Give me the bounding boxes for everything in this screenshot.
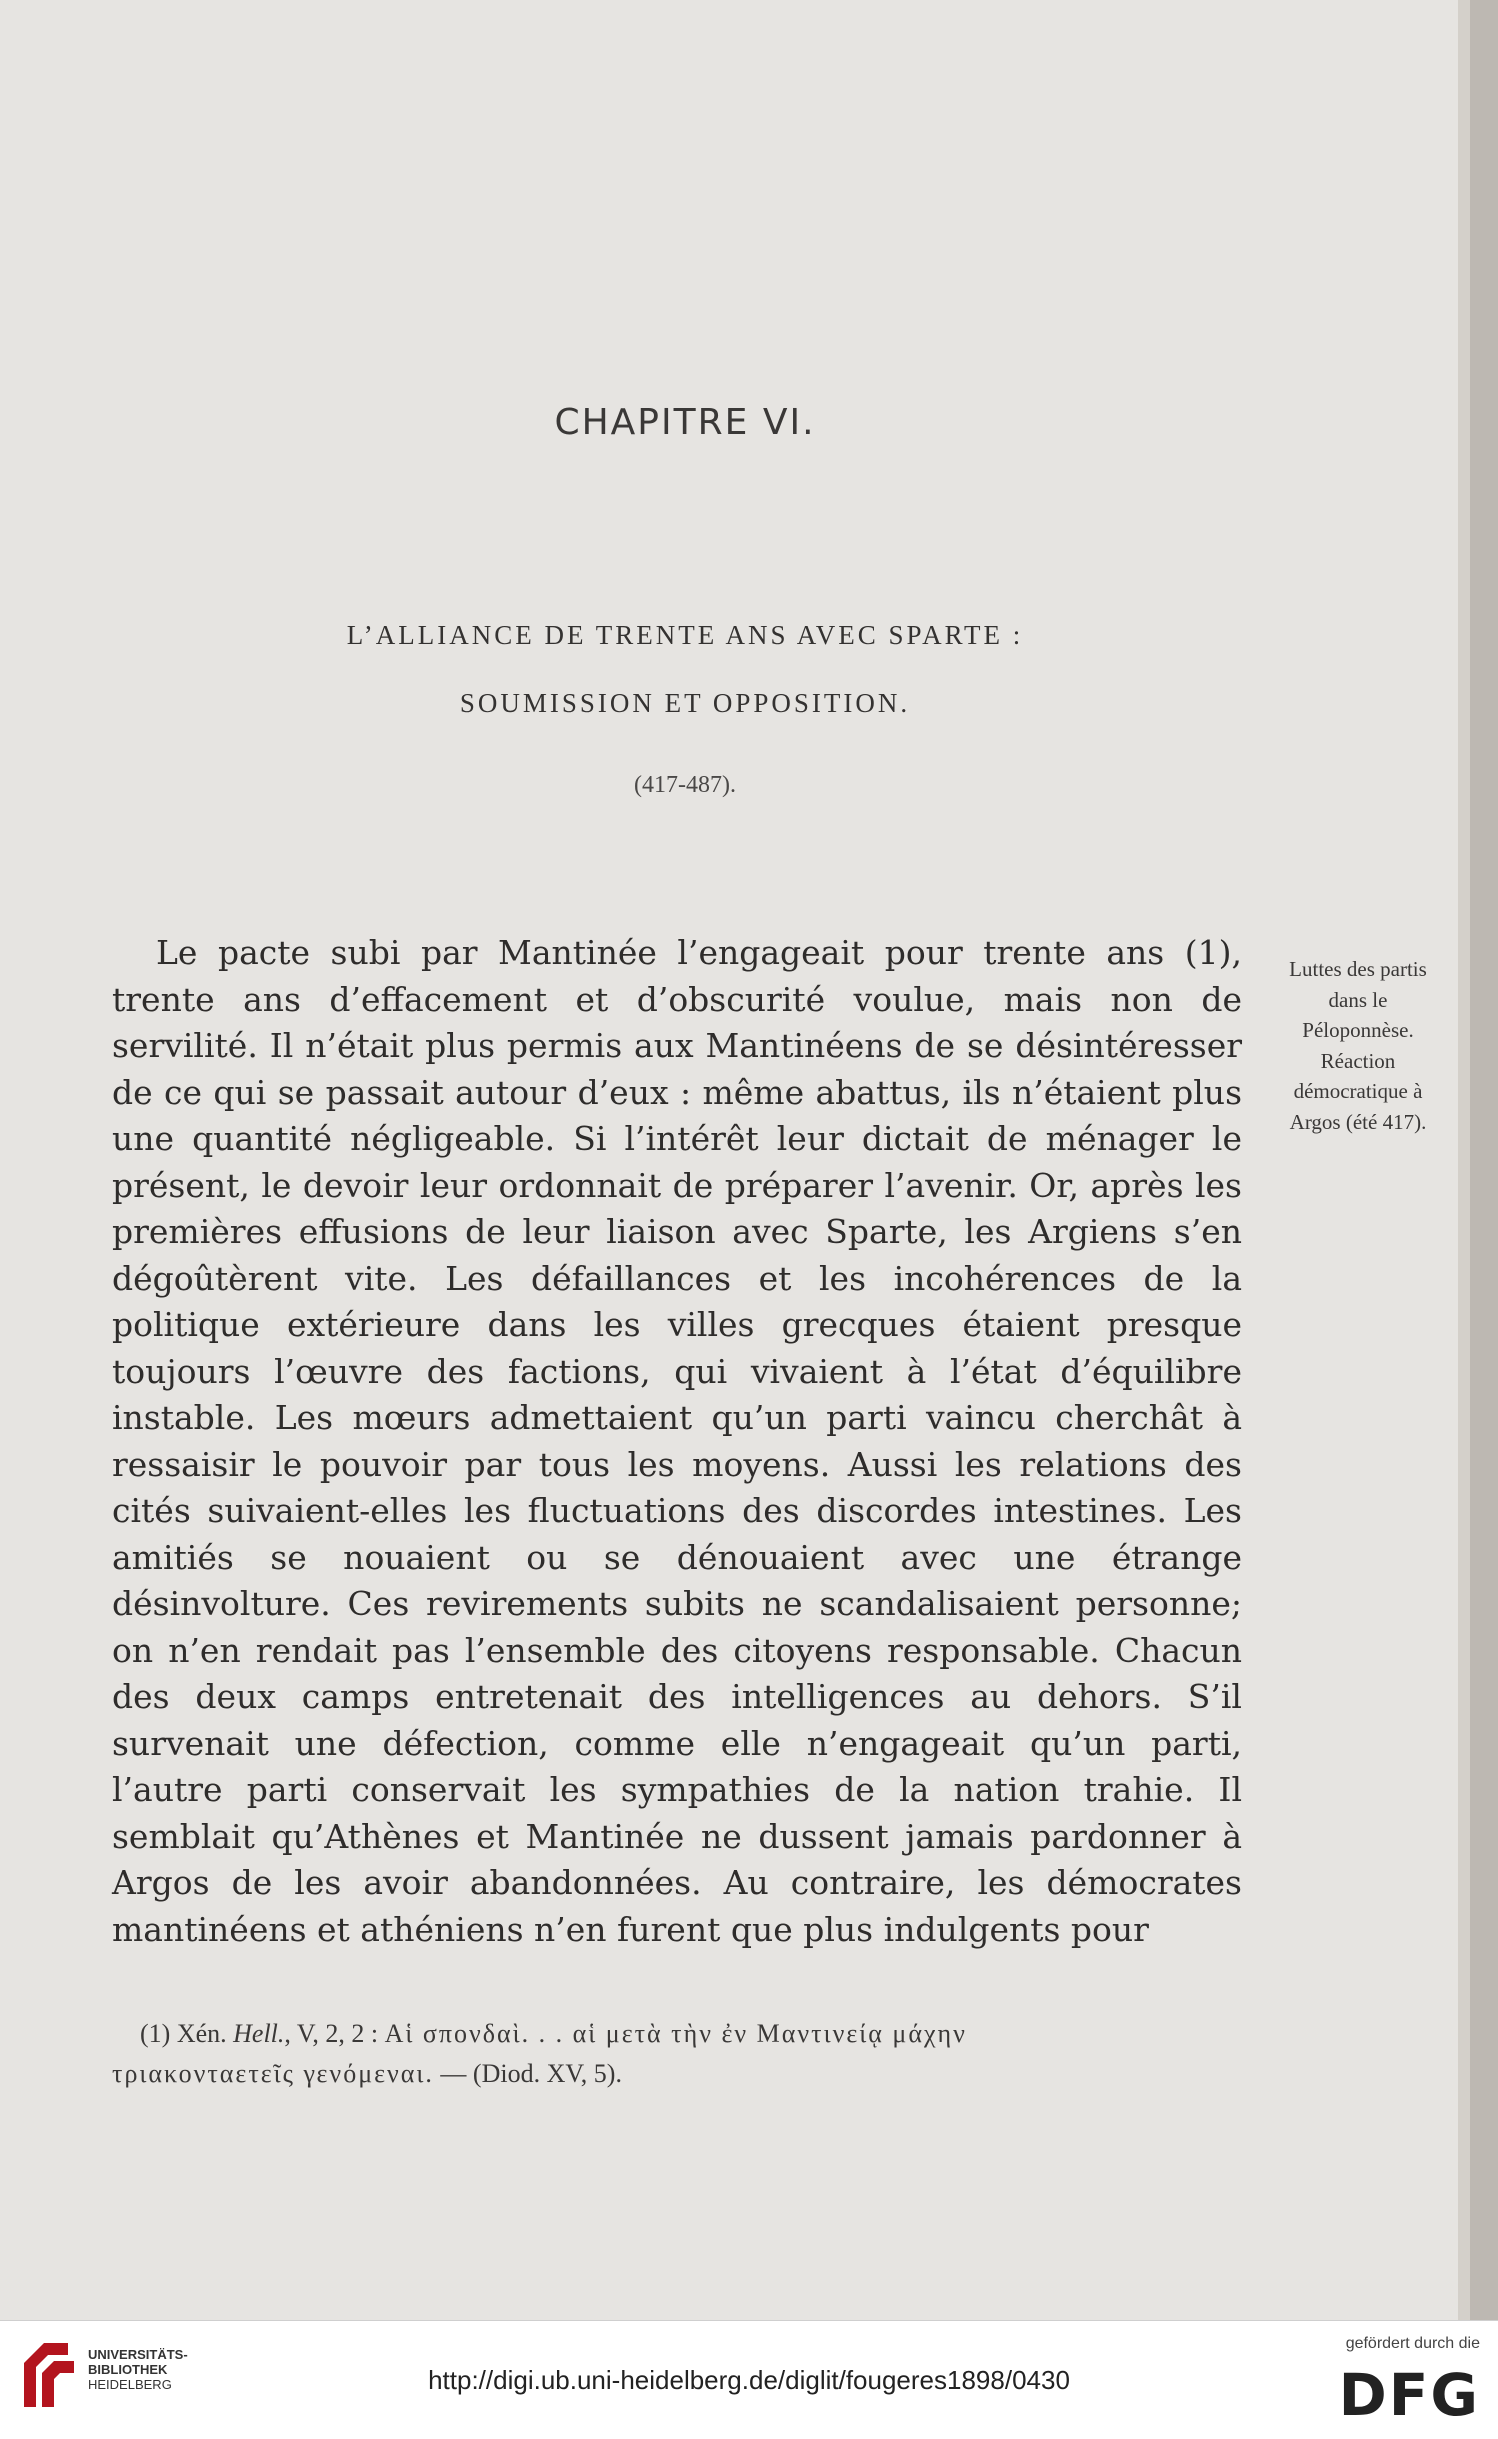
footnote [112,2014,1242,2094]
chapter-title: CHAPITRE VI. [554,402,816,443]
footnote-source: — (Diod. XV, 5). [433,2059,622,2088]
digitization-footer [0,2320,1498,2439]
footnote-line1 [112,2014,1242,2054]
library-name-line: HEIDELBERG [88,2377,172,2392]
library-name-line: BIBLIOTHEK [88,2362,168,2377]
section-title-line1: L’ALLIANCE DE TRENTE ANS AVEC SPARTE : [346,620,1024,650]
page-edge [1470,0,1498,2320]
margin-note [1258,954,1458,1137]
dfg-logo: DFG [1338,2361,1480,2429]
margin-note-line: Péloponnèse. [1302,1018,1414,1042]
body-paragraph: Le pacte subi par Mantinée l’engageait pour trente ans (1), trente ans d’effacement et d’obscurité voulue, mais non de servilité. Il n’était plus permis aux Mantinéens de se désintéresser de ce qui se passait autour d’eux : même abattus, ils n’étaient plus une quantité négligeable. Si l’intérêt leur dictait de ménager le présent, le devoir leur ordonnait de préparer l’avenir. Or, après les premières effusions de leur liaison avec Sparte, les Argiens s’en dégoûtèrent vite. Les défaillances et les incohérences de la politique extérieure dans les villes grecques étaient presque toujours l’œuvre des factions, qui vivaient à l’état d’équilibre instable. Les mœurs admettaient qu’un parti vaincu cherchât à ressaisir le pouvoir par tous les moyens. Aussi les relations des cités suivaient-elles les fluctuations des discordes intestines. Les amitiés se nouaient ou se dénouaient avec une étrange désinvolture. Ces revirements subits ne scandalisaient personne; on n’en rendait pas l’ensemble des citoyens responsable. Chacun des deux camps entretenait des intelligences au dehors. S’il survenait une défection, comme elle n’engageait qu’un parti, l’autre parti conservait les sympathies de la nation trahie. Il semblait qu’Athènes et Mantinée ne dussent jamais pardonner à Argos de les avoir abandonnées. Au contraire, les démocrates mantinéens et athéniens n’en furent que plus indulgents pour [112,933,1242,1949]
footnote-greek-quote: Αἱ σπονδαὶ. . . αἱ μετὰ τὴν ἐν Μαντινείᾳ μάχην [384,2019,967,2048]
permalink-url[interactable]: http://digi.ub.uni-heidelberg.de/diglit/fougeres1898/0430 [428,2365,1070,2395]
margin-note-line: Luttes des partis [1289,957,1427,981]
margin-note-line: démocratique à [1293,1079,1423,1103]
footnote-work: Hell. [233,2019,285,2048]
footnote-greek-quote-end: τριακονταετεῖς γενόμεναι. [112,2059,434,2088]
library-name-line: UNIVERSITÄTS- [88,2347,188,2362]
margin-note-line: Réaction [1320,1048,1396,1073]
footnote-line2 [112,2054,1242,2094]
funded-by-label: gefördert durch die [1345,2335,1480,2352]
footnote-ref: , V, 2, 2 : [284,2019,385,2048]
margin-note-line: Argos (été 417). [1289,1109,1427,1134]
section-dates: (417-487). [634,772,736,798]
section-title-line2: SOUMISSION ET OPPOSITION. [459,688,911,718]
margin-note-line: dans le [1328,987,1388,1012]
page-edge-shadow [1458,0,1470,2320]
footnote-marker: (1) Xén. [140,2019,234,2048]
body-text [112,930,1242,1953]
